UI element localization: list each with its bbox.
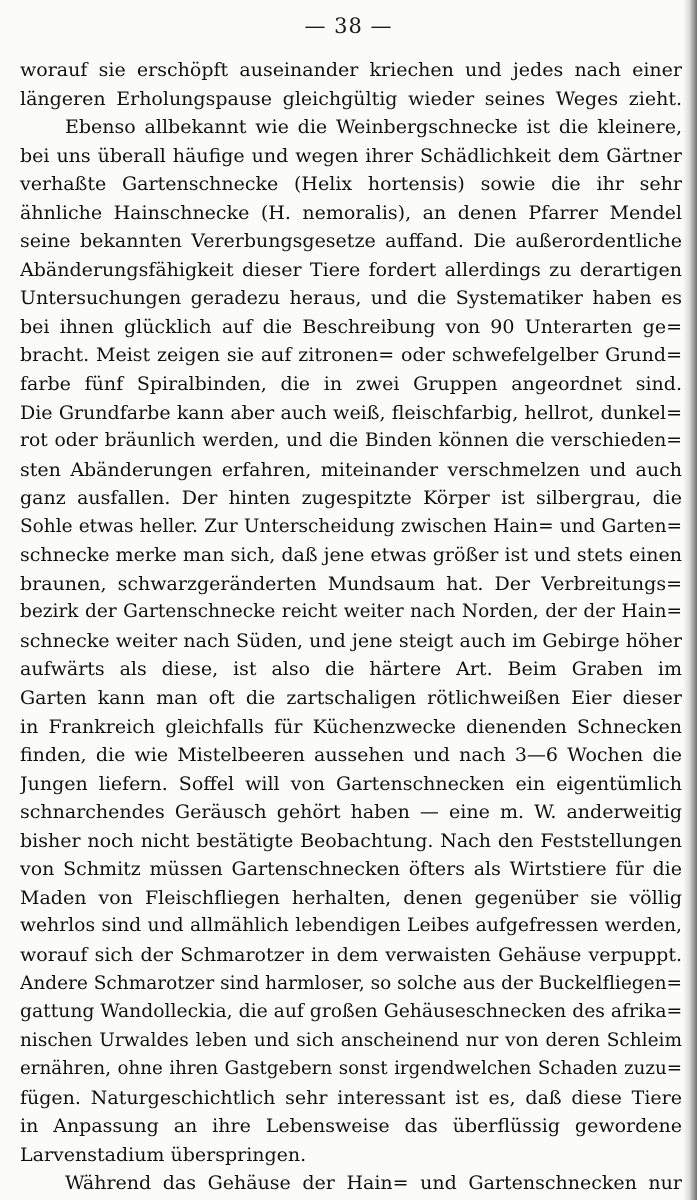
body-text	[20, 56, 682, 1198]
text-line: Maden von Fleischfliegen herhalten, denen gegenüber sie völlig	[20, 886, 682, 909]
page-number: — 38 —	[304, 14, 393, 38]
text-line: schnecke merke man sich, daß jene etwas größer ist und stets einen	[20, 544, 682, 567]
text-line: gattung Wandolleckia, die auf großen Gehäuseschnecken des afrika=	[20, 1001, 682, 1023]
text-line: aufwärts als diese, ist also die härtere Art. Beim Graben im	[20, 658, 682, 681]
text-line: rot oder bräunlich werden, und die Binden können die verschieden=	[20, 430, 682, 452]
text-line: worauf sich der Schmarotzer in dem verwaisten Gehäuse verpuppt.	[20, 943, 682, 966]
text-line: worauf sie erschöpft auseinander kriechen und jedes nach einer	[20, 59, 682, 81]
text-line: ähnliche Hainschnecke (H. nemoralis), an denen Pfarrer Mendel	[20, 201, 682, 224]
text-line: ernähren, ohne ihren Gastgebern sonst irgendwelchen Schaden zuzu=	[20, 1058, 682, 1080]
text-line: Garten kann man oft die zartschaligen rötlichweißen Eier dieser	[20, 687, 682, 710]
text-line: von Schmitz müssen Gartenschnecken öfters als Wirtstiere für die	[20, 858, 682, 881]
text-line: längeren Erholungspause gleichgültig wieder seines Weges zieht.	[20, 87, 682, 110]
text-line: verhaßte Gartenschnecke (Helix hortensis) sowie die ihr sehr	[20, 173, 682, 196]
text-line: sten Abänderungen erfahren, miteinander verschmelzen und auch	[20, 458, 682, 481]
text-line: bezirk der Gartenschnecke reicht weiter nach Norden, der der Hain=	[20, 601, 682, 623]
text-line: Andere Schmarotzer sind harmloser, so solche aus der Buckelfliegen=	[20, 972, 682, 994]
text-line: wehrlos sind und allmählich lebendigen Leibes aufgefressen werden,	[20, 915, 682, 937]
text-line: bisher noch nicht bestätigte Beobachtung. Nach den Feststellungen	[20, 829, 682, 852]
text-line: ganz ausfallen. Der hinten zugespitzte Körper ist silbergrau, die	[20, 487, 682, 510]
text-line: Während das Gehäuse der Hain= und Gartenschnecken nur	[65, 1172, 682, 1195]
text-line: fügen. Naturgeschichtlich sehr interessant ist es, daß diese Tiere	[20, 1086, 682, 1109]
text-line: Jungen liefern. Soffel will von Gartenschnecken ein eigentümlich	[20, 772, 682, 795]
text-line: schnarchendes Geräusch gehört haben — eine m. W. anderweitig	[20, 801, 682, 824]
text-line: Ebenso allbekannt wie die Weinbergschnecke ist die kleinere,	[65, 116, 682, 139]
text-line: in Frankreich gleichfalls für Küchenzwecke dienenden Schnecken	[20, 715, 682, 738]
text-line: seine bekannten Vererbungsgesetze auffand. Die außerordentliche	[20, 230, 682, 253]
text-line: Sohle etwas heller. Zur Unterscheidung zwischen Hain= und Garten=	[20, 515, 682, 537]
text-line: braunen, schwarzgeränderten Mundsaum hat. Der Verbreitungs=	[20, 572, 682, 595]
text-line: Untersuchungen geradezu heraus, und die Systematiker haben es	[20, 287, 682, 310]
page-edge-shadow	[683, 0, 697, 1200]
text-line: Die Grundfarbe kann aber auch weiß, fleischfarbig, hellrot, dunkel=	[20, 401, 682, 424]
text-line: nischen Urwaldes leben und sich anscheinend nur von deren Schleim	[20, 1029, 682, 1051]
text-line: bei ihnen glücklich auf die Beschreibung von 90 Unterarten ge=	[20, 315, 682, 338]
text-line: finden, die wie Mistelbeeren aussehen und nach 3—6 Wochen die	[20, 744, 682, 767]
text-line: farbe fünf Spiralbinden, die in zwei Gruppen angeordnet sind.	[20, 373, 682, 396]
text-line: in Anpassung an ihre Lebensweise das überflüssig gewordene	[20, 1115, 682, 1138]
text-line: Abänderungsfähigkeit dieser Tiere fordert allerdings zu derartigen	[20, 258, 682, 281]
text-line: bei uns überall häufige und wegen ihrer Schädlichkeit dem Gärtner	[20, 144, 682, 167]
text-line: Larvenstadium überspringen.	[20, 1143, 307, 1166]
text-line: schnecke weiter nach Süden, und jene steigt auch im Gebirge höher	[20, 629, 682, 652]
text-line: bracht. Meist zeigen sie auf zitronen= oder schwefelgelber Grund=	[20, 344, 682, 367]
